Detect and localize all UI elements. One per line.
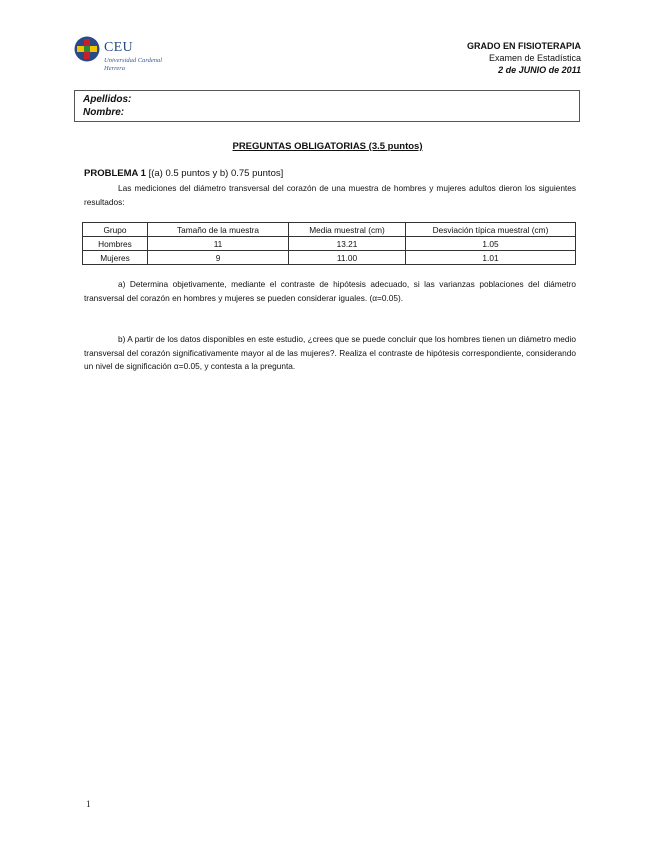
table-cell: 11.00 xyxy=(289,251,406,265)
university-logo xyxy=(74,36,184,76)
surname-label: Apellidos: xyxy=(83,94,132,105)
table-cell: 11 xyxy=(148,237,289,251)
table-header-row xyxy=(83,223,576,237)
question-b-text: b) A partir de los datos disponibles en este estudio, ¿crees que se puede concluir que los hombres tienen un diámetro medio transversal del corazón significativamente mayor al de las mujeres?. Realiza el contraste de hipótesis correspondiente, considerando un nivel de significación α=0.05, y contesta a la pregunta. xyxy=(84,334,576,371)
exam-header xyxy=(467,40,581,76)
table-cell: 9 xyxy=(148,251,289,265)
table-cell: 1.01 xyxy=(406,251,576,265)
exam-date: 2 de JUNIO de 2011 xyxy=(498,65,581,75)
table-header-cell: Tamaño de la muestra xyxy=(148,223,289,237)
section-title: PREGUNTAS OBLIGATORIAS (3.5 puntos) xyxy=(232,141,423,152)
table-header-cell: Grupo xyxy=(83,223,148,237)
results-table xyxy=(82,222,576,265)
table-cell: Hombres xyxy=(83,237,148,251)
table-row xyxy=(83,237,576,251)
degree-title: GRADO EN FISIOTERAPIA xyxy=(466,41,581,51)
table-cell: 1.05 xyxy=(406,237,576,251)
question-b xyxy=(84,333,576,374)
exam-title: Examen de Estadística xyxy=(488,53,581,63)
name-label: Nombre: xyxy=(83,107,125,118)
problem-title xyxy=(84,168,283,179)
table-header-cell: Desviación típica muestral (cm) xyxy=(406,223,576,237)
problem-intro xyxy=(84,182,576,209)
logo-name: CEU xyxy=(104,40,133,55)
page-number: 1 xyxy=(86,799,91,809)
problem-intro-text: Las mediciones del diámetro transversal del corazón de una muestra de hombres y mujeres adultos dieron los siguientes resultados: xyxy=(84,183,576,207)
table-cell: Mujeres xyxy=(83,251,148,265)
problem-points: [(a) 0.5 puntos y b) 0.75 puntos] xyxy=(145,168,284,179)
ceu-cross-icon xyxy=(74,36,100,62)
logo-subtitle: Universidad Cardenal Herrera xyxy=(104,57,163,72)
student-name-box[interactable] xyxy=(74,90,580,122)
problem-number: PROBLEMA 1 xyxy=(84,168,146,179)
question-a-text: a) Determina objetivamente, mediante el contraste de hipótesis adecuado, si las varianzas poblaciones del diámetro transversal del corazón en hombres y mujeres se pueden considerar iguales. (α=0.05). xyxy=(84,279,576,303)
table-cell: 13.21 xyxy=(289,237,406,251)
table-row xyxy=(83,251,576,265)
table-header-cell: Media muestral (cm) xyxy=(289,223,406,237)
question-a xyxy=(84,278,576,305)
